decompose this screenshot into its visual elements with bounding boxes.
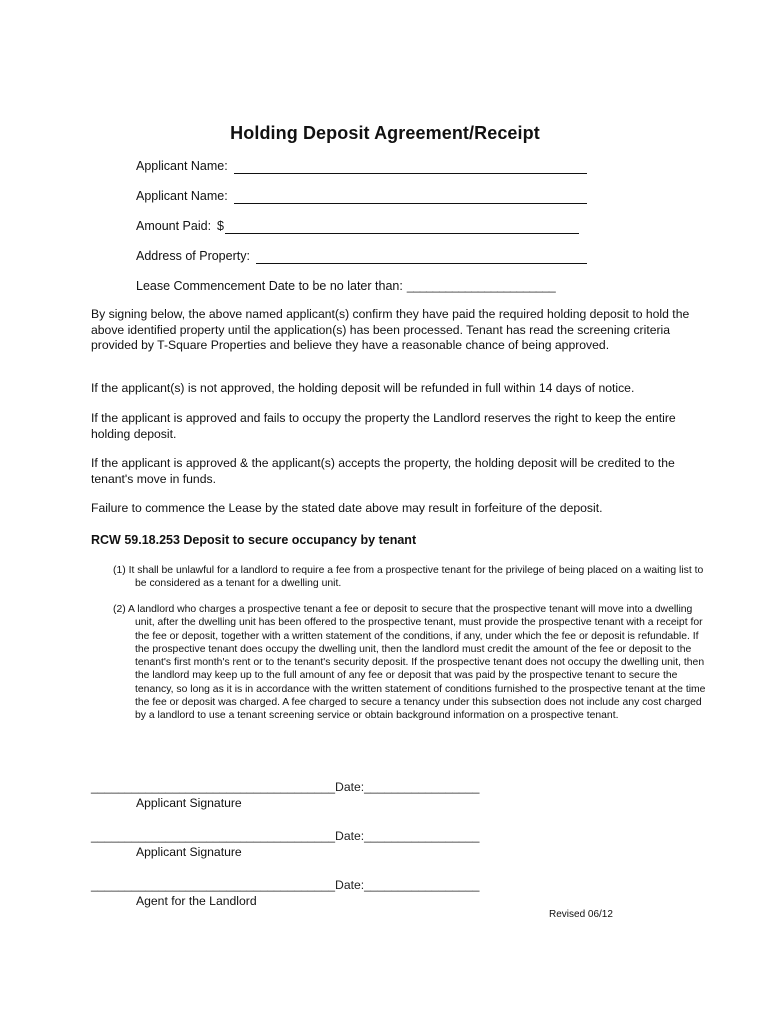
date-label-2: Date: (335, 829, 365, 843)
date-line-2[interactable]: _________________ (364, 829, 480, 843)
signature-line-1[interactable]: ____________________________________ (91, 780, 336, 794)
currency-symbol: $ (217, 219, 224, 233)
signature-row-1 (91, 780, 479, 794)
lease-commencement-line[interactable]: _______________________ (406, 279, 556, 293)
document-title: Holding Deposit Agreement/Receipt (230, 123, 540, 143)
applicant-name-field-2 (136, 188, 587, 204)
date-line-1[interactable]: _________________ (364, 780, 480, 794)
signature-line-3[interactable]: ____________________________________ (91, 878, 336, 892)
applicant-name-line-2[interactable] (234, 191, 587, 204)
applicant-name-label-1: Applicant Name: (136, 159, 228, 173)
address-of-property-field (136, 248, 587, 264)
amount-paid-field (136, 218, 579, 234)
applicant-name-label-2: Applicant Name: (136, 189, 228, 203)
address-of-property-line[interactable] (256, 251, 587, 264)
applicant-name-field-1 (136, 158, 587, 174)
date-label-3: Date: (335, 878, 365, 892)
rcw-clause-1: (1) It shall be unlawful for a landlord to require a fee from a prospective tenant for the privilege of being placed on a waiting list to be considered as a tenant for a dwelling unit. (113, 565, 704, 590)
signature-row-2 (91, 829, 479, 843)
address-of-property-label: Address of Property: (136, 249, 250, 263)
applicant-name-line-1[interactable] (234, 161, 587, 174)
amount-paid-line[interactable] (225, 221, 579, 234)
paragraph-not-approved-refund: If the applicant(s) is not approved, the holding deposit will be refunded in full within 14 days of notice. (91, 381, 635, 395)
signature-caption-3: Agent for the Landlord (136, 894, 257, 908)
date-label-1: Date: (335, 780, 365, 794)
rcw-heading: RCW 59.18.253 Deposit to secure occupancy by tenant (91, 533, 417, 547)
paragraph-approved-fails-to-occupy: If the applicant is approved and fails to occupy the property the Landlord reserves the right to keep the entire holding deposit. (91, 411, 676, 441)
lease-commencement-field (136, 278, 555, 294)
rcw-clause-2: (2) A landlord who charges a prospective tenant a fee or deposit to secure that the prospective tenant will move into a dwelling unit, after the dwelling unit has been offered to the prospective tenant, must provide the prospective tenant with a receipt for the fee or deposit, together with a written statement of the conditions, if any, under which the fee or deposit is refundable. If the prospective tenant does occupy the dwelling unit, then the landlord must credit the amount of the fee or deposit to the tenant's first month's rent or to the tenant's security deposit. If the prospective tenant does not occupy the dwelling unit, then the landlord may keep up to the full amount of any fee or deposit that was paid by the prospective tenant to secure the tenancy, so long as it is in accordance with the written statement of conditions furnished to the prospective tenant at the time the fee or deposit was charged. A fee charged to secure a tenancy under this subsection does not include any cost charged by a landlord to use a tenant screening service or obtain background information on a prospective tenant. (113, 604, 706, 722)
signature-caption-2: Applicant Signature (136, 845, 242, 859)
paragraph-signing-confirmation: By signing below, the above named applicant(s) confirm they have paid the required holding deposit to hold the above identified property until the application(s) has been processed. Tenant has read the screening criteria provided by T-Square Properties and believe they have a reasonable chance of being approved. (91, 307, 690, 352)
signature-caption-1: Applicant Signature (136, 796, 242, 810)
paragraph-approved-accepts: If the applicant is approved & the applicant(s) accepts the property, the holding deposit will be credited to the tenant's move in funds. (91, 456, 675, 486)
date-line-3[interactable]: _________________ (364, 878, 480, 892)
lease-commencement-label: Lease Commencement Date to be no later than: (136, 279, 403, 293)
signature-line-2[interactable]: ____________________________________ (91, 829, 336, 843)
amount-paid-label: Amount Paid: (136, 219, 212, 233)
revision-note: Revised 06/12 (549, 909, 613, 920)
signature-row-3 (91, 878, 479, 892)
paragraph-failure-to-commence: Failure to commence the Lease by the stated date above may result in forfeiture of the deposit. (91, 501, 603, 515)
